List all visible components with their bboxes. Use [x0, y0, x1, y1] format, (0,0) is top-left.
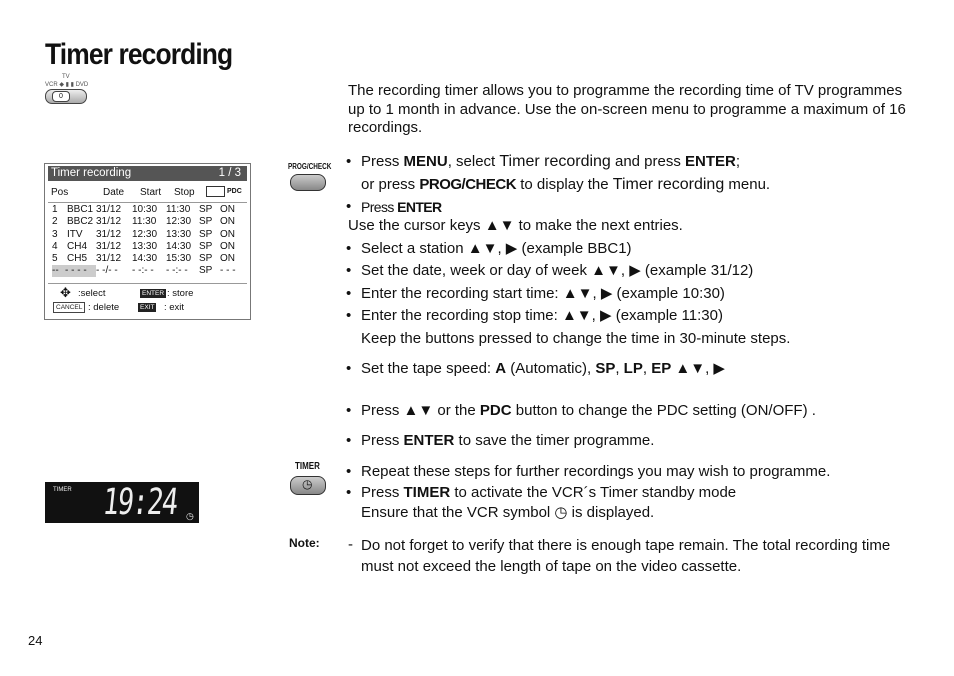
table-row [48, 241, 247, 253]
prog-check-label: PROG/CHECK [288, 162, 332, 171]
intro-text: The recording timer allows you to programme the recording time of TV programmes up to 1 month in advance. Use the on-screen menu to programme a maximum of 16 recordings. [348, 82, 906, 136]
mode-switch-knob: 0 [52, 91, 70, 102]
step-text: , [615, 360, 624, 377]
col-date: Date [103, 187, 125, 198]
cell-pdc: ON [220, 216, 235, 228]
step-text: Set the tape speed: [361, 360, 496, 377]
bullet: • [346, 285, 352, 302]
step-text: button to change the PDC setting (ON/OFF) . [511, 402, 816, 419]
step-text: , [642, 360, 652, 377]
switch-labels: VCR ◆ ▮ ▮ DVD [45, 82, 89, 88]
cell-speed: SP [199, 253, 213, 265]
clock-icon: ◷ [554, 504, 568, 521]
enter-key: ENTER [403, 432, 455, 449]
step-text: is displayed. [567, 504, 655, 521]
step-text: Set the date, week or day of week [361, 262, 592, 279]
col-pdc: PDC [227, 188, 242, 195]
pdc-key: PDC [479, 402, 512, 419]
menu-name: Timer recording [499, 153, 611, 170]
step-text: Enter the recording stop time: [361, 307, 562, 324]
step-text: Press [361, 199, 398, 215]
step-text: , select [447, 153, 500, 170]
cell-station: CH4 [67, 240, 88, 252]
step-text: to activate the VCR´s Timer standby mode [450, 484, 737, 501]
display-indicator: TIMER [53, 487, 72, 493]
note-text: Do not forget to verify that there is enough tape remain. The total recording time must not exceed the length of tape on the video cassette. [361, 537, 891, 575]
up-down-arrow-icon: ▲▼ [561, 307, 592, 324]
exit-tag: EXIT [140, 304, 155, 311]
timer-osd-screen [44, 163, 251, 320]
page-number: 24 [28, 633, 43, 648]
cell-speed: SP [199, 216, 213, 228]
step-10 [361, 402, 816, 420]
cell-stop: 15:30 [166, 253, 192, 265]
cell-start: 13:30 [132, 240, 158, 252]
step-text: Press [361, 484, 404, 501]
bullet: • [346, 198, 352, 215]
col-start: Start [140, 187, 162, 198]
osd-header [48, 166, 247, 181]
cursor-cross-icon: ✥ [60, 285, 71, 300]
step-text: or the [433, 402, 480, 419]
step-text: to make the next entries. [514, 217, 683, 234]
step-text: to save the timer programme. [454, 432, 655, 449]
cell-stop: 13:30 [166, 228, 192, 240]
cancel-tag: CANCEL [53, 302, 85, 313]
step-text: Press [361, 402, 404, 419]
cell-stop: - -:- - [166, 265, 188, 277]
bullet: • [346, 402, 352, 419]
clock-icon: ◷ [302, 477, 313, 491]
cell-speed: SP [199, 265, 213, 277]
cell-stop: 12:30 [166, 216, 192, 228]
col-stop: Stop [174, 187, 195, 198]
osd-title: Timer recording [51, 167, 132, 179]
step-1 [361, 153, 740, 171]
up-down-arrow-icon: ▲▼ [591, 262, 621, 279]
osd-page: 1 / 3 [218, 167, 241, 179]
cell-station: CH5 [67, 253, 88, 265]
step-text: Ensure that the VCR symbol [361, 504, 555, 521]
osd-legend [48, 283, 247, 317]
table-row [48, 229, 247, 241]
note-dash: - [348, 536, 353, 553]
right-arrow-icon: ▶ [713, 360, 725, 377]
up-down-arrow-icon: ▲▼ [675, 360, 706, 377]
step-text: ; [735, 153, 741, 170]
cell-date: 31/12 [96, 228, 122, 240]
cell-station: BBC2 [67, 216, 94, 228]
right-arrow-icon: ▶ [599, 307, 612, 324]
step-4: Select a station ▲▼, ▶ (example BBC1) [361, 240, 632, 257]
step-text: (Automatic), [506, 360, 596, 377]
cell-start: 14:30 [132, 253, 158, 265]
up-down-arrow-icon: ▲▼ [562, 285, 593, 302]
menu-key: MENU [403, 153, 448, 170]
step-text: (example 10:30) [612, 285, 725, 302]
table-row [48, 204, 247, 216]
timer-key: TIMER [403, 484, 451, 501]
cell-start: 12:30 [132, 228, 158, 240]
display-time: 19:24 [100, 482, 179, 523]
timer-button-label: TIMER [295, 461, 320, 472]
step-14 [361, 504, 654, 522]
table-row [48, 216, 247, 228]
prog-check-key: PROG/CHECK [419, 176, 517, 193]
cell-speed: SP [199, 240, 213, 252]
cell-station: ITV [67, 228, 83, 240]
col-pos: Pos [51, 187, 69, 198]
cell-pos: -- [52, 265, 59, 277]
step-9: Set the tape speed: A (Automatic), SP, LP, EP ▲▼, ▶ [361, 360, 725, 377]
cell-pos: 3 [52, 228, 58, 240]
cell-pdc: ON [220, 204, 235, 215]
step-13 [361, 484, 736, 502]
speed-ep: EP [651, 360, 672, 377]
timer-button[interactable] [290, 476, 326, 495]
step-8: Keep the buttons pressed to change the time in 30-minute steps. [361, 330, 791, 347]
step-text: Press [361, 432, 404, 449]
legend-exit: : exit [164, 302, 185, 313]
cell-speed: SP [199, 228, 213, 240]
step-11 [361, 432, 654, 450]
cell-date: 31/12 [96, 253, 122, 265]
enter-key: ENTER [685, 153, 736, 170]
step-text: Use the cursor keys [348, 217, 485, 234]
step-text: (example 31/12) [640, 262, 754, 279]
cell-pdc: - - - [220, 265, 236, 277]
step-7: Enter the recording stop time: ▲▼, ▶ (example 11:30) [361, 307, 723, 324]
up-down-arrow-icon: ▲▼ [467, 240, 498, 257]
cell-start: - -:- - [132, 265, 154, 277]
note-label: Note: [289, 536, 320, 550]
step-2 [361, 198, 442, 216]
bullet: • [346, 432, 352, 449]
cell-date: 31/12 [96, 204, 122, 215]
legend-select: :select [78, 288, 106, 299]
bullet: • [346, 360, 352, 377]
right-arrow-icon: ▶ [505, 240, 518, 257]
enter-tag: ENTER [142, 290, 165, 297]
cell-station: - - - - [65, 265, 87, 277]
step-12: Repeat these steps for further recordings you may wish to programme. [361, 463, 831, 480]
cell-date: 31/12 [96, 240, 122, 252]
cassette-icon [206, 186, 225, 197]
step-6: Enter the recording start time: ▲▼, ▶ (example 10:30) [361, 285, 725, 302]
table-row [48, 253, 247, 265]
prog-check-button[interactable] [290, 174, 326, 191]
step-3 [348, 217, 683, 235]
osd-rows [48, 204, 247, 278]
speed-sp: SP [595, 360, 616, 377]
switch-vcr-label: VCR [45, 82, 58, 88]
up-down-arrow-icon: ▲▼ [403, 402, 434, 419]
step-text: menu. [724, 176, 771, 193]
step-text: Select a station [361, 240, 468, 257]
bullet: • [346, 484, 352, 501]
cell-date: 31/12 [96, 216, 122, 228]
cell-pos: 2 [52, 216, 58, 228]
cell-speed: SP [199, 204, 213, 215]
cell-pos: 4 [52, 240, 58, 252]
step-text: to display the [516, 176, 613, 193]
step-1b [361, 176, 770, 194]
cell-pos: 5 [52, 253, 58, 265]
cell-stop: 11:30 [166, 204, 191, 215]
up-down-arrow-icon: ▲▼ [484, 217, 515, 234]
menu-name: Timer recording [612, 176, 725, 193]
cell-pdc: ON [220, 228, 235, 240]
step-text: (example 11:30) [611, 307, 723, 324]
page-title: Timer recording [45, 38, 233, 71]
bullet: • [346, 262, 352, 279]
step-text: Press [361, 153, 404, 170]
cell-pdc: ON [220, 240, 235, 252]
cell-date: - -/- - [96, 265, 118, 277]
speed-a: A [495, 360, 507, 377]
switch-dvd-label: DVD [75, 82, 89, 88]
speed-lp: LP [623, 360, 643, 377]
step-text: Enter the recording start time: [361, 285, 563, 302]
right-arrow-icon: ▶ [629, 262, 641, 279]
legend-delete: : delete [88, 302, 120, 313]
cell-station: BBC1 [67, 204, 94, 215]
step-text: and press [610, 153, 686, 170]
right-arrow-icon: ▶ [600, 285, 613, 302]
enter-key: ENTER [397, 199, 442, 215]
bullet: • [346, 463, 352, 480]
cell-stop: 14:30 [166, 240, 192, 252]
legend-store: : store [167, 288, 194, 299]
bullet: • [346, 153, 352, 170]
osd-column-headers [48, 184, 247, 203]
step-text: or press [361, 176, 420, 193]
bullet: • [346, 240, 352, 257]
cell-start: 10:30 [132, 204, 158, 215]
switch-tv-label: TV [62, 74, 70, 80]
bullet: • [346, 307, 352, 324]
step-5: Set the date, week or day of week ▲▼, ▶ (example 31/12) [361, 262, 754, 279]
clock-icon: ◷ [186, 511, 194, 521]
vcr-display [45, 482, 199, 523]
cell-pdc: ON [220, 253, 235, 265]
cell-start: 11:30 [132, 216, 157, 228]
table-row-empty [48, 265, 247, 277]
cell-pos: 1 [52, 204, 58, 215]
step-text: (example BBC1) [517, 240, 632, 257]
